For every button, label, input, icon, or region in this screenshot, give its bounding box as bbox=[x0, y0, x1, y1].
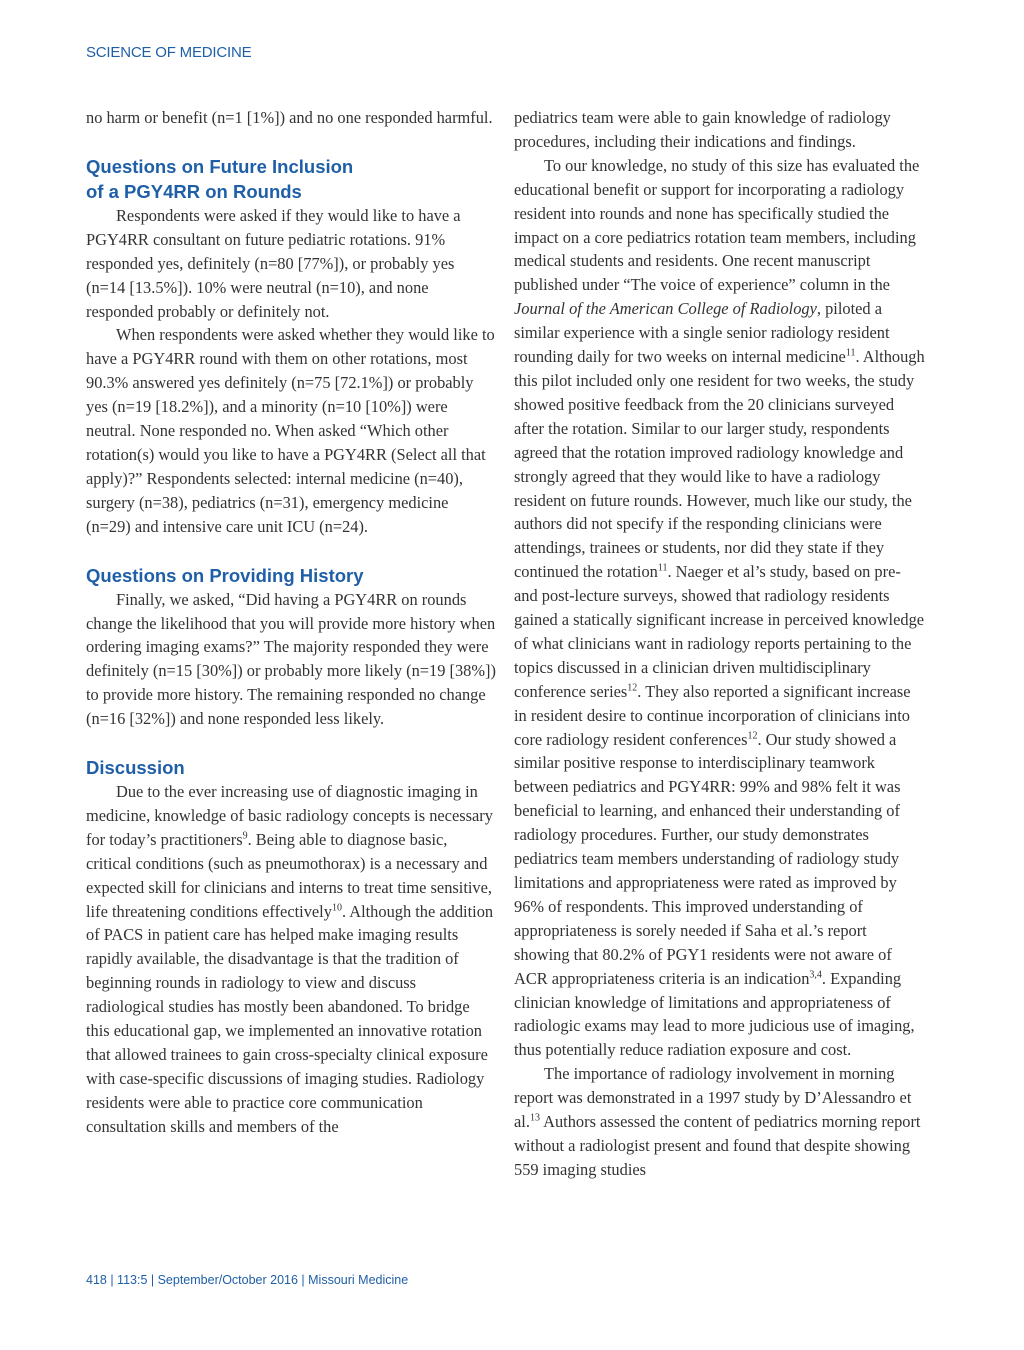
citation: 11 bbox=[657, 562, 668, 574]
text-run: To our knowledge, no study of this size has evaluated the educational benefit or support for incorporating a radiology resident into rounds and none has specifically studied the impact on a core pediatrics rotation team members, including medical students and residents. One recent manuscript published under “The voice of experience” column in the bbox=[514, 155, 920, 295]
text-run: Authors assessed the content of pediatrics morning report without a radiologist present and found that despite showing 559 imaging studies bbox=[514, 1112, 921, 1179]
text-run: . They also reported a significant increase in resident desire to continue incorporation of clinicians into core radiology resident conferences bbox=[514, 681, 911, 749]
paragraph bbox=[86, 780, 496, 1139]
heading-line: of a PGY4RR on Rounds bbox=[86, 180, 302, 202]
citation: 9 bbox=[242, 830, 248, 842]
page-footer: 418 | 113:5 | September/October 2016 | Missouri Medicine bbox=[86, 1273, 409, 1287]
heading-discussion: Discussion bbox=[86, 757, 185, 779]
citation: 11 bbox=[845, 347, 856, 359]
text-run: . Although the addition of PACS in patient care has helped make imaging results rapidly available, the disadvantage is that the tradition of beginning rounds in radiology to view and discuss radiological studies has mostly been abandoned. To bridge this educational gap, we implemented an innovative rotation that allowed trainees to gain cross-specialty clinical exposure with case-specific discussions of imaging studies. Radiology residents were able to practice core communication consultation skills and members of the bbox=[86, 901, 494, 1136]
paragraph: Respondents were asked if they would like to have a PGY4RR consultant on future pediatric rotations. 91% responded yes, definitely (n=80 [77%]), or probably yes (n=14 [13.5%]). 10% were neutral (n=10), and none responded probably or definitely not. bbox=[86, 205, 461, 321]
citation: 3,4 bbox=[809, 969, 822, 981]
text-run: . Although this pilot included only one resident for two weeks, the study showed positive feedback from the 20 clinicians surveyed after the rotation. Similar to our larger study, respondents agreed that the rotation improved radiology knowledge and strongly agreed that they would like to have a radiology resident on future rounds. However, much like our study, the authors did not specify if the responding clinicians were attendings, trainees or students, nor did they state if they continued the rotation bbox=[514, 347, 925, 582]
text-run: , piloted a similar experience with a single senior radiology resident rounding daily for two weeks on internal medicine bbox=[514, 299, 890, 367]
heading-line: Questions on Future Inclusion bbox=[86, 155, 354, 177]
heading-providing-history: Questions on Providing History bbox=[86, 564, 364, 586]
section-label: SCIENCE OF MEDICINE bbox=[86, 44, 252, 61]
left-column bbox=[86, 106, 496, 1139]
citation: 12 bbox=[627, 682, 638, 694]
text-run: . Being able to diagnose basic, critical conditions (such as pneumothorax) is a necessary and expected skill for clinicians and interns to treat time sensitive, life threatening conditions effectively bbox=[86, 829, 493, 921]
heading-future-inclusion bbox=[86, 154, 496, 204]
paragraph: pediatrics team were able to gain knowledge of radiology procedures, including their indications and findings. bbox=[514, 108, 891, 151]
right-column bbox=[514, 106, 926, 1182]
text-run: Due to the ever increasing use of diagnostic imaging in medicine, knowledge of basic radiology concepts is necessary for today’s practitioners bbox=[86, 782, 493, 849]
text-run: . Expanding clinician knowledge of limitations and appropriateness of radiologic exams may lead to more judicious use of imaging, thus potentially reduce radiation exposure and cost. bbox=[514, 968, 915, 1060]
paragraph bbox=[514, 154, 926, 1062]
paragraph: When respondents were asked whether they would like to have a PGY4RR round with them on other rotations, most 90.3% answered yes definitely (n=75 [72.1%]) or probably yes (n=19 [18.2%]), and a minority (n=10 [10%]) were neutral. None responded no. When asked “Which other rotation(s) would you like to have a PGY4RR (Select all that apply)?” Respondents selected: internal medicine (n=40), surgery (n=38), pediatrics (n=31), emergency medicine (n=29) and intensive care unit ICU (n=24). bbox=[86, 325, 495, 536]
paragraph bbox=[514, 1062, 926, 1182]
journal-title: Journal of the American College of Radiology bbox=[514, 299, 817, 319]
text-run: . Our study showed a similar positive response to interdisciplinary teamwork between pediatrics and PGY4RR: 99% and 98% felt it was beneficial to learning, and enhanced their understanding of radiology procedures. Further, our study demonstrates pediatrics team members understanding of radiology study limitations and appropriateness were rated as improved by 96% of respondents. This improved understanding of appropriateness is sorely needed if Saha et al.’s report showing that 80.2% of PGY1 residents were not aware of ACR appropriateness criteria is an indication bbox=[514, 729, 901, 988]
paragraph: no harm or benefit (n=1 [1%]) and no one responded harmful. bbox=[86, 108, 493, 127]
citation: 13 bbox=[529, 1112, 540, 1124]
citation: 12 bbox=[747, 730, 758, 742]
text-run: . Naeger et al’s study, based on pre- and post-lecture surveys, showed that radiology residents gained a statically significant increase in perceived knowledge of what clinicians want in radiology reports pertaining to the topics discussed in a clinician driven multidisciplinary conference series bbox=[514, 562, 925, 701]
citation: 10 bbox=[331, 902, 342, 914]
paragraph: Finally, we asked, “Did having a PGY4RR on rounds change the likelihood that you will provide more history when ordering imaging exams?” The majority responded they were definitely (n=15 [30%]) or probably more likely (n=19 [38%]) to provide more history. The remaining responded no change (n=16 [32%]) and none responded less likely. bbox=[86, 589, 496, 729]
text-run: The importance of radiology involvement in morning report was demonstrated in a 1997 study by D’Alessandro et al. bbox=[514, 1064, 912, 1132]
